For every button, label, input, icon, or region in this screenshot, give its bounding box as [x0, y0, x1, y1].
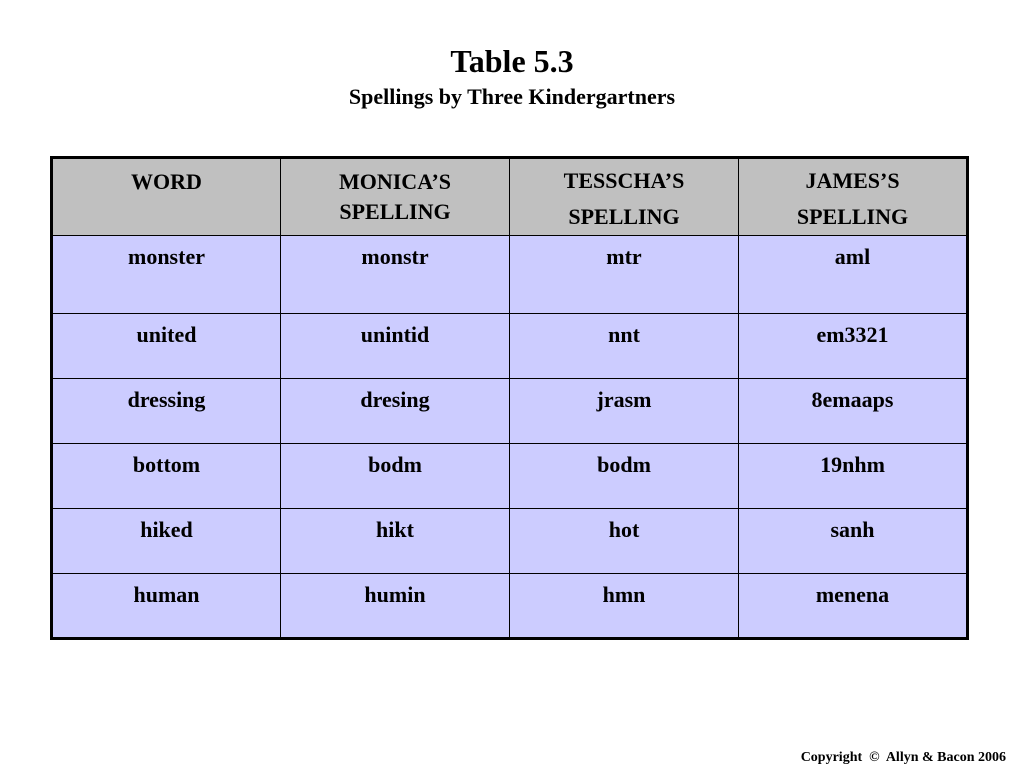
cell-monica: hikt [281, 509, 510, 574]
header-monica-spelling: MONICA’S SPELLING [281, 158, 510, 236]
header-tesscha-spelling: TESSCHA’S SPELLING [510, 158, 739, 236]
table-row [52, 574, 968, 639]
cell-word: bottom [52, 444, 281, 509]
cell-james: aml [739, 236, 968, 314]
cell-james: 19nhm [739, 444, 968, 509]
cell-monica: unintid [281, 314, 510, 379]
cell-james: menena [739, 574, 968, 639]
cell-monica: dresing [281, 379, 510, 444]
cell-word: human [52, 574, 281, 639]
cell-word: monster [52, 236, 281, 314]
table-subtitle: Spellings by Three Kindergartners [348, 84, 676, 109]
table-title: Table 5.3 [450, 43, 574, 79]
cell-tesscha: jrasm [510, 379, 739, 444]
cell-word: hiked [52, 509, 281, 574]
cell-tesscha: mtr [510, 236, 739, 314]
cell-james: sanh [739, 509, 968, 574]
cell-monica: monstr [281, 236, 510, 314]
cell-james: em3321 [739, 314, 968, 379]
header-james-spelling: JAMES’S SPELLING [739, 158, 968, 236]
cell-monica: bodm [281, 444, 510, 509]
copyright-notice: Copyright © Allyn & Bacon 2006 [800, 750, 1006, 765]
cell-word: united [52, 314, 281, 379]
cell-tesscha: hmn [510, 574, 739, 639]
spelling-table [50, 156, 969, 640]
cell-tesscha: bodm [510, 444, 739, 509]
table-row [52, 314, 968, 379]
table-row [52, 509, 968, 574]
cell-james: 8emaaps [739, 379, 968, 444]
cell-tesscha: nnt [510, 314, 739, 379]
header-word: WORD [52, 158, 281, 236]
cell-word: dressing [52, 379, 281, 444]
cell-monica: humin [281, 574, 510, 639]
table-header-row [52, 158, 968, 236]
table-row [52, 379, 968, 444]
table-row [52, 236, 968, 314]
cell-tesscha: hot [510, 509, 739, 574]
table-row [52, 444, 968, 509]
